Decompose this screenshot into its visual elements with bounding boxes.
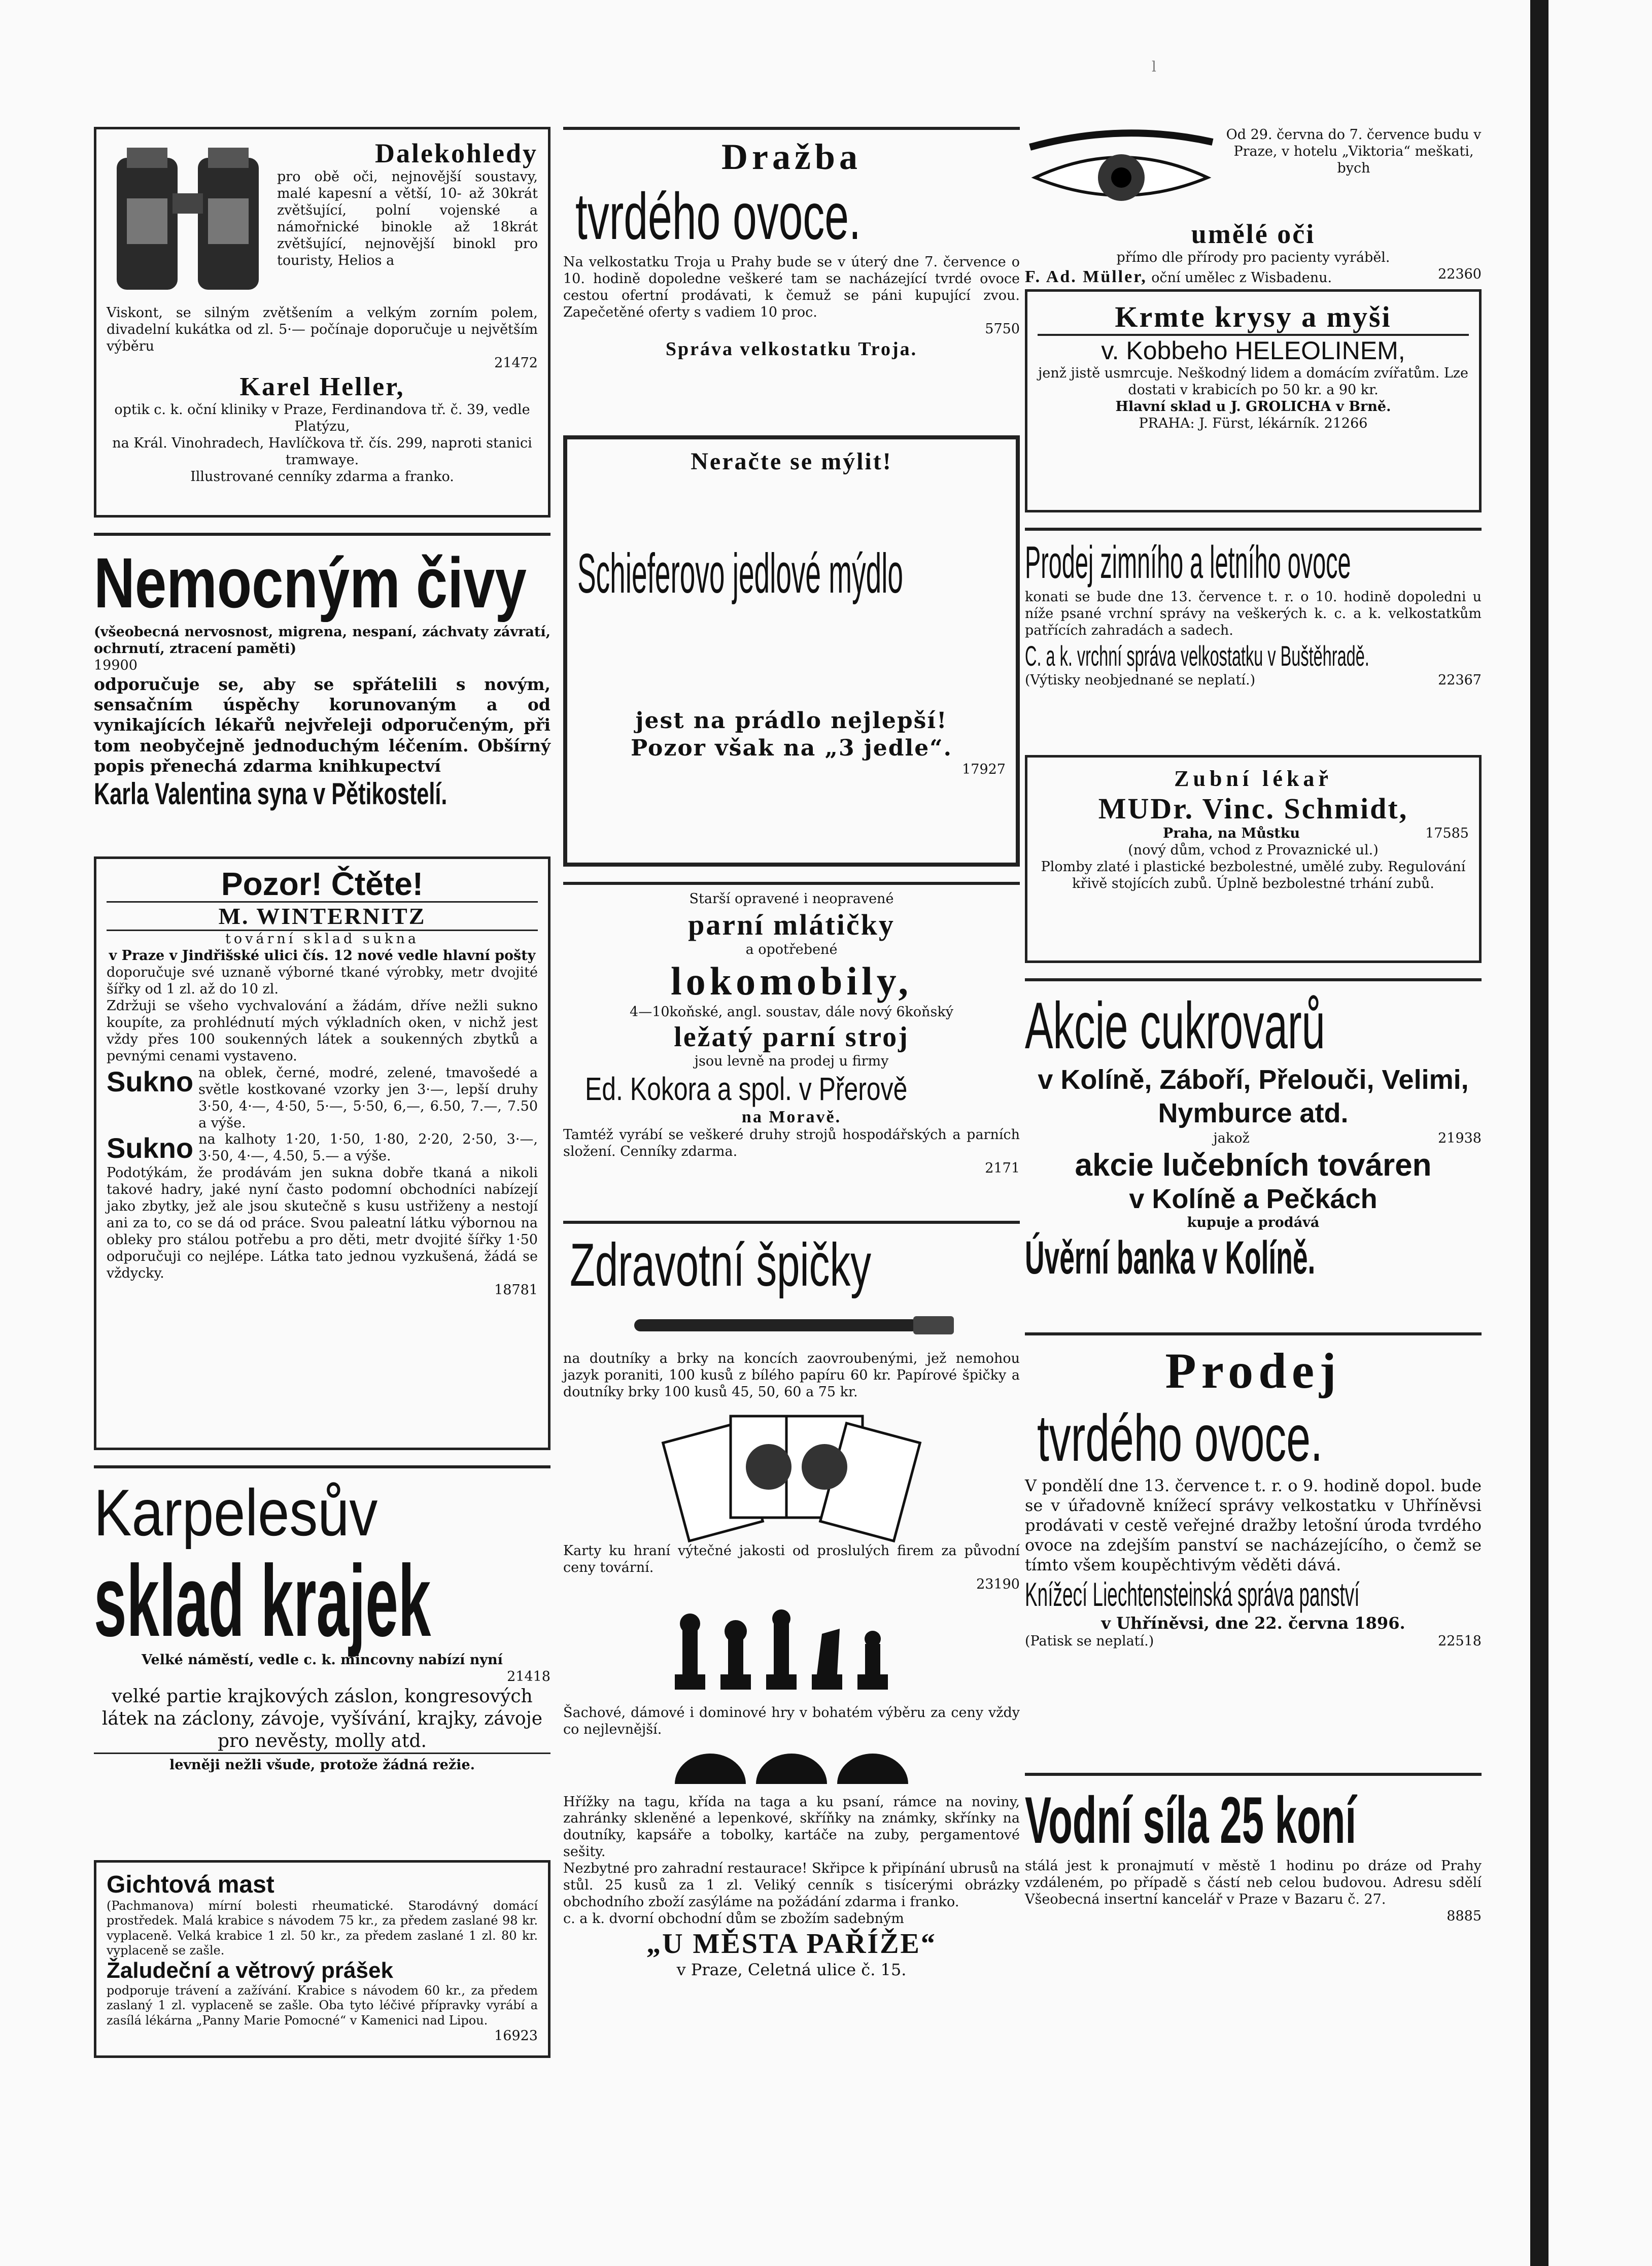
lokomobily-text-2: jsou levně na prodej u firmy [694, 1053, 889, 1069]
lokomobily-firm: Ed. Kokora a spol. v Přerově [584, 1070, 908, 1107]
ad-mydlo [563, 435, 1020, 867]
spicky-title: Zdravotní špičky [570, 1231, 872, 1299]
prodej-zimni-sprava: C. a k. vrchní správa velkostatku v Buštěhradě. [1025, 639, 1369, 672]
lokomobily-top: Starší opravené i neopravené [689, 891, 894, 907]
spicky-text: na doutníky a brky na koncích zaovroubenými, jež nemohou jazyk poraniti, 100 kusů z bílého papíru 60 kr. Papírové špičky a doutníky brky 100 kusů 45, 50, 60 a 75 kr. [563, 1351, 1020, 1400]
spicky-address: v Praze, Celetná ulice č. 15. [676, 1960, 907, 1979]
nemocnym-text: odporučuje se, aby se spřátelili s novým, sensačním úspěchy korunovaným a od vynikajících lékařů nejvřeleji odporučeným, při tom neobyčejně jednoduchým léčením. Obšírný popis přenechá zdarma knihkupectví [94, 674, 550, 776]
ad-nemocnym [94, 533, 550, 841]
pozor-text-2: Zdržuji se všeho vychvalování a žádám, dříve nežli sukno koupíte, za prohlédnutí mých výkladních oken, v nichž jest vždy přes 100 soukenných látek a soukenných zbytků a pevnými cenami vystaveno. [107, 998, 538, 1064]
karpeles-text: velké partie krajkových záslon, kongresových látek na záclony, závoje, vyšívání, krajky, závoje pro nevěsty, molly atd. [101, 1686, 543, 1752]
zubni-name: MUDr. Vinc. Schmidt, [1098, 792, 1408, 825]
oko-text-2: přímo dle přírody pro pacienty vyráběl. [1116, 250, 1390, 265]
lokomobily-mid: a opotřebené [745, 941, 838, 957]
oko-firm: F. Ad. Müller, [1025, 267, 1147, 286]
spicky-sachy: Šachové, dámové i dominové hry v bohatém výběru za ceny vždy co nejlevnější. [563, 1704, 1020, 1737]
page-edge [1530, 0, 1548, 2266]
lokomobily-text-3: Tamtéž vyrábí se veškeré druhy strojů hospodářských a parních složení. Cenníky zdarma. [563, 1126, 1020, 1159]
dalekohledy-footer: Illustrované cenníky zdarma a franko. [190, 468, 454, 485]
krysy-sklad: Hlavní sklad u J. GROLICHA v Brně. [1115, 398, 1391, 415]
gicht-text-1: (Pachmanova) mírní bolesti rheumatické. Starodávný domácí prostředek. Malá krabice s návodem 75 kr., za předem zaslané 98 kr. vyplaceně. Velká krabice 1 zl. 50 kr., za předem zaslané 1 zl. 80 kr. vyplaceně se zašle. [107, 1899, 538, 1958]
mydlo-title: Neračte se mýlit! [691, 448, 892, 475]
page-mark: l [1152, 58, 1156, 75]
mydlo-text-2: Pozor však na „3 jedle“. [631, 735, 952, 761]
akcie-title-2: akcie lučebních továren [1075, 1147, 1432, 1183]
hat-shapes-icon [665, 1743, 918, 1789]
krysy-title-2: v. Kobbeho HELEOLINEM, [1101, 336, 1405, 365]
dalekohledy-text-2: Viskont, se silným zvětšením a velkým zorním polem, divadelní kukátka od zl. 5·— počínaje doporučuje u největším výběru [107, 305, 538, 354]
lokomobily-title-2: lokomobily, [671, 958, 912, 1003]
pozor-sukno-1-word: Sukno [107, 1065, 194, 1097]
ad-akcie [1025, 978, 1482, 1317]
ad-oko [1025, 127, 1482, 286]
pozor-sub: tovární sklad sukna [225, 931, 419, 947]
drazba-footer: Správa velkostatku Troja. [665, 338, 918, 360]
gicht-text-2: podporuje trávení a zažívání. Krabice s návodem 60 kr., za předem zaslaný 1 zl. vyplaceně se zašle. Oba tyto léčivé přípravky vyrábí a zasílá lékárna „Panny Marie Pomocné“ v Kamenici nad Lipou. [107, 1983, 538, 2028]
spicky-number: 23190 [976, 1576, 1020, 1592]
zubni-address-2: (nový dům, vchod z Provaznické ul.) [1128, 842, 1379, 858]
mydlo-text-1: jest na prádlo nejlepší! [635, 708, 948, 734]
karpeles-address: Velké náměstí, vedle c. k. mincovny nabízí nyní [142, 1652, 503, 1668]
prodej-title: Prodej [1165, 1343, 1341, 1399]
ad-spicky [563, 1221, 1020, 2128]
ad-prodej-zimni [1025, 528, 1482, 740]
prodej-number: 22518 [1438, 1633, 1482, 1650]
prodej-zimni-title: Prodej zimního a letního ovoce [1025, 537, 1351, 588]
prodej-place: v Uhříněvsi, dne 22. června 1896. [1101, 1613, 1405, 1633]
pozor-sukno-1: na oblek, černé, modré, zelené, tmavošedé a světle kostkované vzorky jen 3·—, lepší druhy 3·50, 4·—, 4·50, 5·—, 5·50, 6,—, 6.50, 7.—, 7.50 a výše. [198, 1065, 538, 1131]
vodni-text: stálá jest k pronajmutí v městě 1 hodinu po dráze od Prahy vzdáleném, po případě s částí neb celou budovou. Adresu sdělí Všeobecná insertní kancelář v Praze v Bazaru č. 27. [1025, 1858, 1482, 1907]
drazba-title-2: tvrdého ovoce. [575, 179, 861, 253]
krysy-praha: PRAHA: J. Fürst, lékárník. [1139, 415, 1320, 431]
column-1 [94, 127, 550, 2073]
gicht-number: 16923 [494, 2028, 538, 2044]
ad-zubni [1025, 755, 1482, 963]
ad-krysy [1025, 289, 1482, 512]
nemocnym-title: Nemocným čivy [94, 543, 527, 623]
mydlo-number: 17927 [962, 762, 1006, 778]
pozor-text-3: Podotýkám, že prodávám jen sukna dobře tkaná a nikoli takové hadry, jaké nyní často podomní obchodníci nabízejí jako zbytky, jež ale jsou skutečně s kusu ustřiženy a nestojí ani za to, co se dá od práce. Svou paleatní látku výbornou na obleky pro stálou potřebu a pro děti, metr dvojité šířky 1·50 odporučuji co nejlépe. Látka tato jednou vyzkušená, žádá se vždycky. [107, 1165, 538, 1281]
pozor-address: v Praze v Jindřišské ulici čís. 12 nové vedle hlavní pošty [109, 948, 536, 964]
prodej-zimni-text: konati se bude dne 13. července t. r. o 10. hodině dopoledni u níže psané vrchní správy na veškerých k. c. a k. velkostatkům patřících zahradách a sadech. [1025, 589, 1482, 638]
vodni-number: 8885 [1447, 1908, 1482, 1924]
nemocnym-sub: (všeobecná nervosnost, migrena, nespaní, záchvaty závratí, ochrnutí, ztracení paměti) [94, 624, 550, 657]
lokomobily-number: 2171 [985, 1160, 1020, 1176]
prodej-note: (Patisk se neplatí.) [1025, 1633, 1154, 1650]
pozor-number: 18781 [494, 1282, 538, 1298]
ad-lokomobily [563, 882, 1020, 1206]
drazba-title: Dražba [721, 136, 862, 177]
dalekohledy-address-2: na Král. Vinohradech, Havlíčkova tř. čís. 299, naproti stanici tramwaye. [112, 435, 532, 468]
oko-title: umělé oči [1191, 219, 1316, 249]
ad-prodej [1025, 1332, 1482, 1758]
ad-drazba [563, 127, 1020, 420]
akcie-title: Akcie cukrovarů [1025, 988, 1325, 1062]
zubni-number: 17585 [1425, 826, 1469, 841]
playing-cards-icon [665, 1406, 918, 1538]
akcie-place: v Kolíně a Pečkách [1129, 1183, 1378, 1214]
karpeles-footer: levněji nežli všude, protože žádná režie. [94, 1753, 550, 1774]
spicky-shop: „U MĚSTA PAŘÍŽE“ [646, 1928, 937, 1960]
vodni-title: Vodní síla 25 koní [1025, 1783, 1357, 1857]
column-3 [1025, 127, 1482, 1949]
spicky-dum: c. a k. dvorní obchodní dům se zbožím sadebným [563, 1911, 904, 1927]
drazba-text: Na velkostatku Troja u Prahy bude se v úterý dne 7. července o 10. hodině dopoledne veškeré tam se nacházející tvrdé ovoce cestou ofertní prodávati, k čemuž se páni kupující zvou. Zapečetěné oferty s vadiem 10 proc. [563, 254, 1020, 320]
karpeles-title-2: sklad krajek [94, 1544, 431, 1658]
krysy-title: Krmte krysy a myši [1038, 300, 1469, 336]
pozor-text-1: doporučuje své uznaně výborné tkané výrobky, metr dvojité šířky od 1 zl. až do 10 zl. [107, 965, 538, 997]
dalekohledy-title: Dalekohledy [374, 138, 538, 168]
mydlo-product: Schieferovo jedlové mýdlo [577, 542, 904, 605]
dalekohledy-address-1: optik c. k. oční kliniky v Praze, Ferdinandova tř. č. 39, vedle Platýzu, [114, 401, 530, 434]
dalekohledy-number: 21472 [494, 355, 538, 371]
prodej-zimni-note: (Výtisky neobjednané se neplatí.) [1025, 672, 1256, 688]
prodej-text: V pondělí dne 13. července t. r. o 9. hodině dopol. bude se v úřadovně knížecí správy velkostatku v Uhříněvsi prodávati v cestě veřejné dražby letošní úroda tvrdého ovoce na zdejším panství se nacházejícího, o čemž se tímto všem koupěchtivým věděti dává. [1025, 1476, 1482, 1575]
prodej-title-2: tvrdého ovoce. [1037, 1401, 1323, 1475]
zubni-address: Praha, na Můstku [1163, 826, 1300, 841]
lokomobily-title-3: ležatý parní stroj [674, 1021, 909, 1053]
dalekohledy-text-1: pro obě oči, nejnovější soustavy, malé kapesní a větší, 10- až 30krát zvětšující, polní vojenské a námořnické binokle až 18krát zvětšující, nejnovější binokl pro touristy, Helios a [277, 169, 538, 268]
akcie-number: 21938 [1438, 1130, 1482, 1146]
eye-icon [1025, 127, 1218, 218]
pozor-sukno-2-word: Sukno [107, 1132, 194, 1164]
lokomobily-title-1: parní mlátičky [688, 908, 895, 941]
prodej-zimni-number: 22367 [1438, 672, 1482, 688]
lokomobily-text-1: 4—10koňské, angl. soustav, dále nový 6koňský [630, 1004, 953, 1020]
lokomobily-place: na Moravě. [741, 1107, 842, 1126]
ad-dalekohledy [94, 127, 550, 518]
zubni-text: Plomby zlaté i plastické bezbolestné, umělé zuby. Regulování křivě stojících zubů. Úplně bezbolestné trhání zubů. [1041, 859, 1466, 891]
spicky-hrizky: Hřížky na tagu, křída na taga a ku psaní, rámce na noviny, zahránky skleněné a lepenkové, skříňky na známky, skřínky na doutníky, kapsáře a tobolky, kartáče na zuby, pergamentové sešity. [563, 1794, 1020, 1860]
ad-gicht [94, 1860, 550, 2058]
ad-karpeles [94, 1465, 550, 1845]
ad-pozor [94, 856, 550, 1450]
karpeles-title-1: Karpelesův [94, 1475, 378, 1550]
drazba-number: 5750 [985, 321, 1020, 337]
gicht-title: Gichtová mast [107, 1871, 274, 1898]
oko-number: 22360 [1438, 266, 1482, 282]
column-2 [563, 127, 1020, 2143]
akcie-text: v Kolíně, Záboří, Přelouči, Velimi, Nymburce atd. [1038, 1065, 1469, 1128]
zubni-title: Zubní lékař [1174, 766, 1332, 791]
oko-firm-rest: oční umělec z Wisbadenu. [1151, 269, 1332, 286]
pozor-sukno-2: na kalhoty 1·20, 1·50, 1·80, 2·20, 2·50, 3·—, 3·50, 4·—, 4.50, 5.— a výše. [198, 1131, 538, 1164]
cigarette-holder-icon [614, 1305, 969, 1346]
akcie-jakoz: jakož [1213, 1130, 1250, 1146]
dalekohledy-name: Karel Heller, [239, 372, 405, 401]
nemocnym-number: 19900 [94, 657, 137, 673]
spicky-restaurace: Nezbytné pro zahradní restaurace! Skřipce k připínání ubrusů na stůl. 25 kusů za 1 zl. Veliký cenník s tisícerými obrázky obchodního zboží zasýláme na požádání zdarma i franko. [563, 1861, 1020, 1910]
chess-pieces-icon [665, 1598, 918, 1700]
krysy-number: 21266 [1324, 415, 1368, 431]
krysy-text: jenž jistě usmrcuje. Neškodný lidem a domácím zvířatům. Lze dostati v krabicích po 50 kr. a 90 kr. [1038, 365, 1469, 398]
prodej-sprava: Knížecí Liechtensteinská správa panství [1025, 1575, 1360, 1613]
spicky-karty: Karty ku hraní výtečné jakosti od proslulých firem za původní ceny tovární. [563, 1542, 1020, 1575]
gicht-title-2: Žaludeční a větrový prášek [107, 1958, 393, 1983]
karpeles-number: 21418 [507, 1668, 550, 1685]
oko-text: Od 29. června do 7. července budu v Praze, v hotelu „Viktoria“ meškati, bych [1226, 127, 1482, 176]
pozor-firm: M. WINTERNITZ [107, 901, 538, 931]
binoculars-icon [107, 138, 269, 305]
akcie-kupuje: kupuje a prodává [1187, 1214, 1320, 1230]
nemocnym-publisher: Karla Valentina syna v Pětikostelí. [94, 777, 448, 811]
akcie-bank: Úvěrní banka v Kolíně. [1025, 1231, 1316, 1284]
pozor-title: Pozor! Čtěte! [221, 866, 424, 902]
ad-vodni [1025, 1773, 1482, 1934]
